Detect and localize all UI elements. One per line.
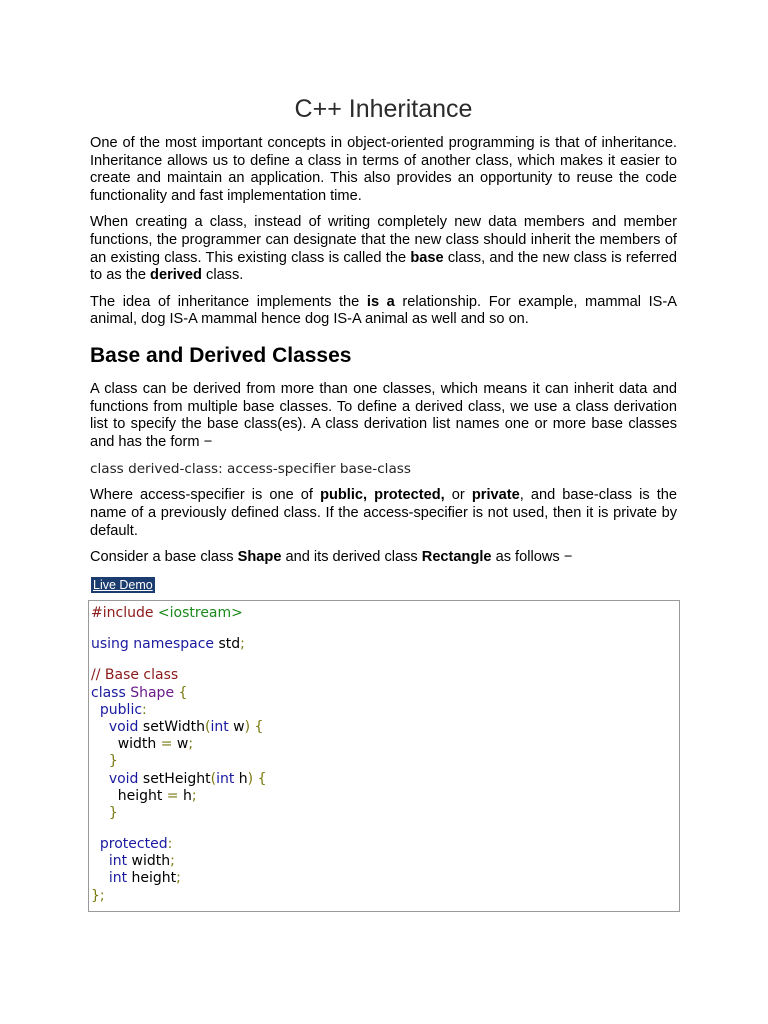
- text-run: class.: [201, 267, 244, 284]
- bold-public-protected: public, protected,: [320, 487, 445, 504]
- code-token: (: [210, 770, 217, 787]
- code-token: int: [108, 853, 128, 870]
- code-line: [91, 719, 679, 736]
- bold-derived: derived: [150, 267, 202, 284]
- bold-is-a: is a: [366, 293, 395, 310]
- code-token: protected: [99, 836, 168, 853]
- section-paragraph-3: [90, 549, 677, 567]
- code-token: // Base class: [91, 667, 179, 684]
- code-line: [91, 788, 679, 805]
- code-line: [91, 853, 679, 870]
- code-token: void: [108, 770, 139, 787]
- code-token: {: [254, 718, 264, 735]
- code-token: setHeight: [138, 770, 211, 787]
- text-run: and its derived class: [281, 549, 422, 566]
- code-line: [91, 667, 679, 684]
- code-token: width: [117, 736, 161, 753]
- bold-shape: Shape: [237, 549, 282, 566]
- bold-rectangle: Rectangle: [421, 549, 492, 566]
- code-line: [91, 702, 679, 719]
- code-token: ): [247, 770, 254, 787]
- code-blank-line: [91, 822, 679, 836]
- derivation-syntax: class derived-class: access-specifier base-class: [90, 461, 411, 478]
- code-token: int: [108, 870, 128, 887]
- code-token: h: [178, 787, 192, 804]
- code-token: w: [228, 718, 245, 735]
- code-line: [91, 736, 679, 753]
- text-run: or: [444, 487, 472, 504]
- text-run: When creating a class, instead of writing completely new data members and member functions, the programmer can designate that the new class should inherit the members of an existing class. This existing class is called the: [90, 214, 677, 266]
- intro-paragraph-1: One of the most important concepts in object-oriented programming is that of inheritance. Inheritance allows us to define a class in terms of another class, which makes it easier to create and maintain an application. This also provides an opportunity to reuse the code functionality and fast implementation time.: [90, 135, 677, 204]
- code-token: ;: [176, 870, 181, 887]
- text-run: Consider a base class: [90, 549, 238, 566]
- code-line: [91, 753, 679, 770]
- code-token: }: [108, 753, 118, 770]
- code-line: [91, 888, 679, 905]
- intro-paragraph-3: [90, 294, 677, 329]
- code-line: [91, 836, 679, 853]
- bold-base: base: [410, 249, 444, 266]
- text-run: as follows −: [491, 549, 573, 566]
- section-paragraph-2: [90, 487, 677, 540]
- intro-paragraph-2: [90, 214, 677, 284]
- code-token: int: [216, 770, 235, 787]
- code-token: =: [160, 736, 173, 753]
- code-token: {: [257, 770, 267, 787]
- live-demo-button[interactable]: Live Demo: [93, 577, 153, 592]
- text-run: relationship. For example, mammal IS-A animal, dog IS-A mammal hence dog IS-A animal as well and so on.: [90, 293, 677, 328]
- code-token: void: [108, 718, 139, 735]
- code-line: [91, 870, 679, 887]
- page-title: C++ Inheritance: [294, 95, 473, 123]
- code-token: height: [117, 787, 167, 804]
- code-token: ;: [170, 853, 175, 870]
- code-token: ;: [240, 636, 245, 653]
- code-token: :: [167, 836, 173, 853]
- code-token: w: [172, 736, 189, 753]
- code-line: [91, 685, 679, 702]
- code-token: =: [166, 787, 179, 804]
- text-run: class, and the new class is referred to as the: [90, 249, 677, 284]
- code-token: (: [204, 718, 211, 735]
- text-run: , and base-class is the name of a previously defined class. If the access-specifier is not used, then it is private by default.: [90, 487, 678, 539]
- code-token: #include: [91, 605, 154, 621]
- code-token: using namespace: [91, 636, 215, 653]
- article: [90, 94, 677, 596]
- code-line: [91, 636, 679, 653]
- code-token: ;: [191, 787, 197, 804]
- code-blank-line: [91, 653, 679, 667]
- code-token: public: [99, 701, 143, 718]
- code-block: [88, 600, 680, 912]
- code-token: class: [91, 684, 126, 701]
- code-token: :: [142, 701, 147, 718]
- live-demo-wrapper: [91, 576, 677, 596]
- code-token: ): [244, 718, 251, 735]
- code-token: Shape: [125, 684, 179, 701]
- text-run: The idea of inheritance implements the: [90, 293, 367, 310]
- code-token: int: [210, 718, 229, 735]
- code-line: [91, 771, 679, 788]
- code-blank-line: [91, 622, 679, 636]
- code-token: height: [127, 870, 177, 887]
- code-token: };: [91, 887, 105, 904]
- code-token: ;: [188, 736, 194, 753]
- code-token: }: [108, 804, 118, 821]
- bold-private: private: [471, 487, 520, 504]
- code-token: width: [127, 853, 171, 870]
- section-paragraph-1: A class can be derived from more than one classes, which means it can inherit data and functions from multiple base classes. To define a derived class, we use a class derivation list to specify the base class(es). A class derivation list names one or more base classes and has the form −: [90, 380, 677, 450]
- code-token: std: [214, 636, 241, 653]
- code-token: <iostream>: [153, 605, 243, 621]
- code-line: [91, 805, 679, 822]
- code-token: {: [178, 684, 188, 701]
- code-token: setWidth: [138, 718, 205, 735]
- code-token: h: [234, 770, 248, 787]
- section-heading: Base and Derived Classes: [90, 343, 352, 367]
- code-line: [91, 605, 679, 622]
- text-run: Where access-specifier is one of: [90, 487, 321, 504]
